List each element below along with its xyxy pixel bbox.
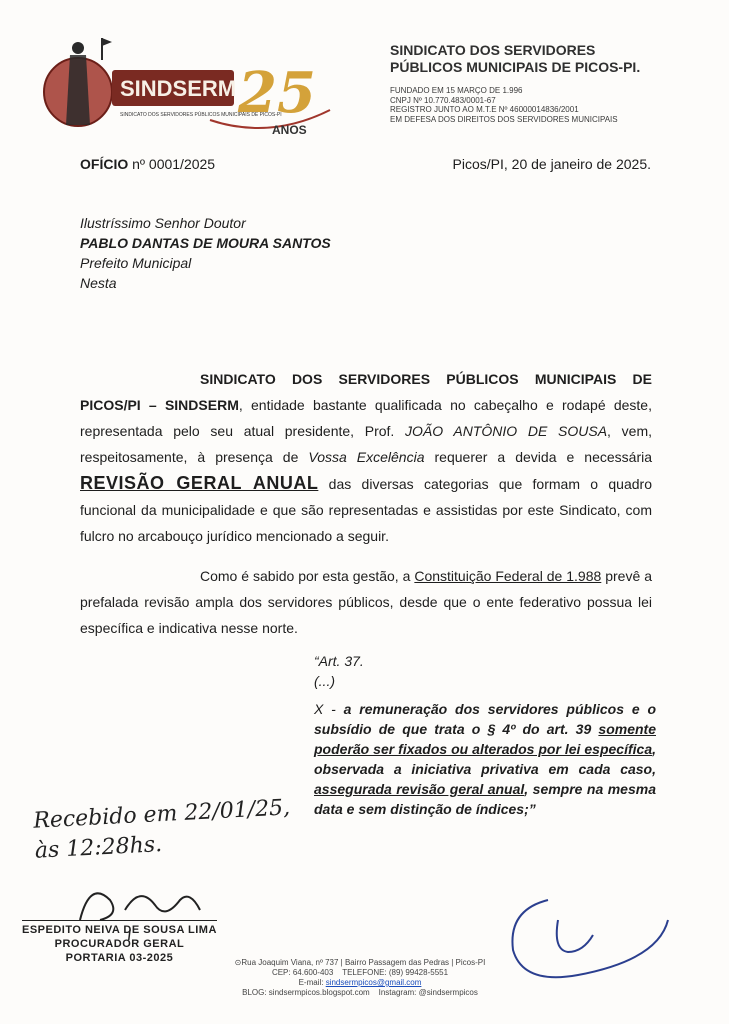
anniversary-label: ANOS	[272, 123, 307, 137]
footer: ⊙Rua Joaquim Viana, nº 737 | Bairro Passagem das Pedras | Picos-PI CEP: 64.600-403 TELEFONE: (89) 99428-5551 E-mail: sindsermpicos@gmail.com BLOG: sindsermpicos.blogspot.com Instagram: @sindsermpicos	[234, 958, 486, 997]
org-info: FUNDADO EM 15 MARÇO DE 1.996 CNPJ Nº 10.770.483/0001-67 REGISTRO JUNTO AO M.T.E Nº 46000014836/2001 EM DEFESA DOS DIREITOS DOS SERVIDORES MUNICIPAIS	[390, 86, 618, 124]
recipient-title: Prefeito Municipal	[80, 255, 192, 271]
org-name: SINDICATO DOS SERVIDORES PÚBLICOS MUNICIPAIS DE PICOS-PI.	[390, 42, 641, 75]
logo-text: SINDSERM	[120, 76, 237, 101]
oficio-number: OFÍCIO nº 0001/2025	[80, 156, 216, 172]
president-signature	[498, 880, 678, 990]
location-pin-icon: ⊙	[234, 958, 242, 967]
revisao-geral-anual-highlight: REVISÃO GERAL ANUAL	[80, 473, 319, 493]
anniversary-number: 25	[238, 60, 316, 126]
sindserm-logo	[40, 30, 340, 140]
place-date: Picos/PI, 20 de janeiro de 2025.	[452, 156, 651, 172]
article-quote: “Art. 37. (...) X - a remuneração dos servidores públicos e o subsídio de que trata o § 4º do art. 39 somente poderão ser fixados ou alterados por lei específica, observada a iniciativa privativa em cada caso, assegurada revisão geral anual, sempre na mesma data e sem distinção de índices;”	[314, 653, 656, 817]
procurador-stamp: ESPEDITO NEIVA DE SOUSA LIMA PROCURADOR GERAL PORTARIA 03-2025	[22, 920, 217, 965]
recipient-block	[80, 213, 331, 293]
paragraph-request: SINDICATO DOS SERVIDORES PÚBLICOS MUNICIPAIS DE PICOS/PI – SINDSERM, entidade bastante qualificada no cabeçalho e rodapé deste, representada pelo seu atual presidente, Prof. JOÃO ANTÔNIO DE SOUSA, vem, respeitosamente, à presença de Vossa Excelência requerer a devida e necessária REVISÃO GERAL ANUAL das diversas categorias que formam o quadro funcional da municipalidade e que são representadas e assistidas por este Sindicato, com fulcro no arcabouço jurídico mencionado a seguir.	[80, 371, 652, 544]
paragraph-constitution: Como é sabido por esta gestão, a Constituição Federal de 1.988 prevê a prefalada revisão ampla dos servidores públicos, desde que o ente federativo possua lei específica e indicativa nesse norte.	[80, 568, 652, 636]
svg-text:SINDICATO DOS SERVIDORES PÚBLI: SINDICATO DOS SERVIDORES PÚBLICOS MUNICIPAIS DE PICOS-PI	[120, 112, 282, 118]
recipient-salutation: Ilustríssimo Senhor Doutor	[80, 215, 246, 231]
email-link[interactable]: sindsermpicos@gmail.com	[325, 978, 422, 987]
logo-emblem	[40, 30, 340, 140]
handwritten-receipt: Recebido em 22/01/25, às 12:28hs.	[32, 795, 291, 864]
recipient-location: Nesta	[80, 275, 117, 291]
recipient-name: PABLO DANTAS DE MOURA SANTOS	[80, 235, 331, 251]
